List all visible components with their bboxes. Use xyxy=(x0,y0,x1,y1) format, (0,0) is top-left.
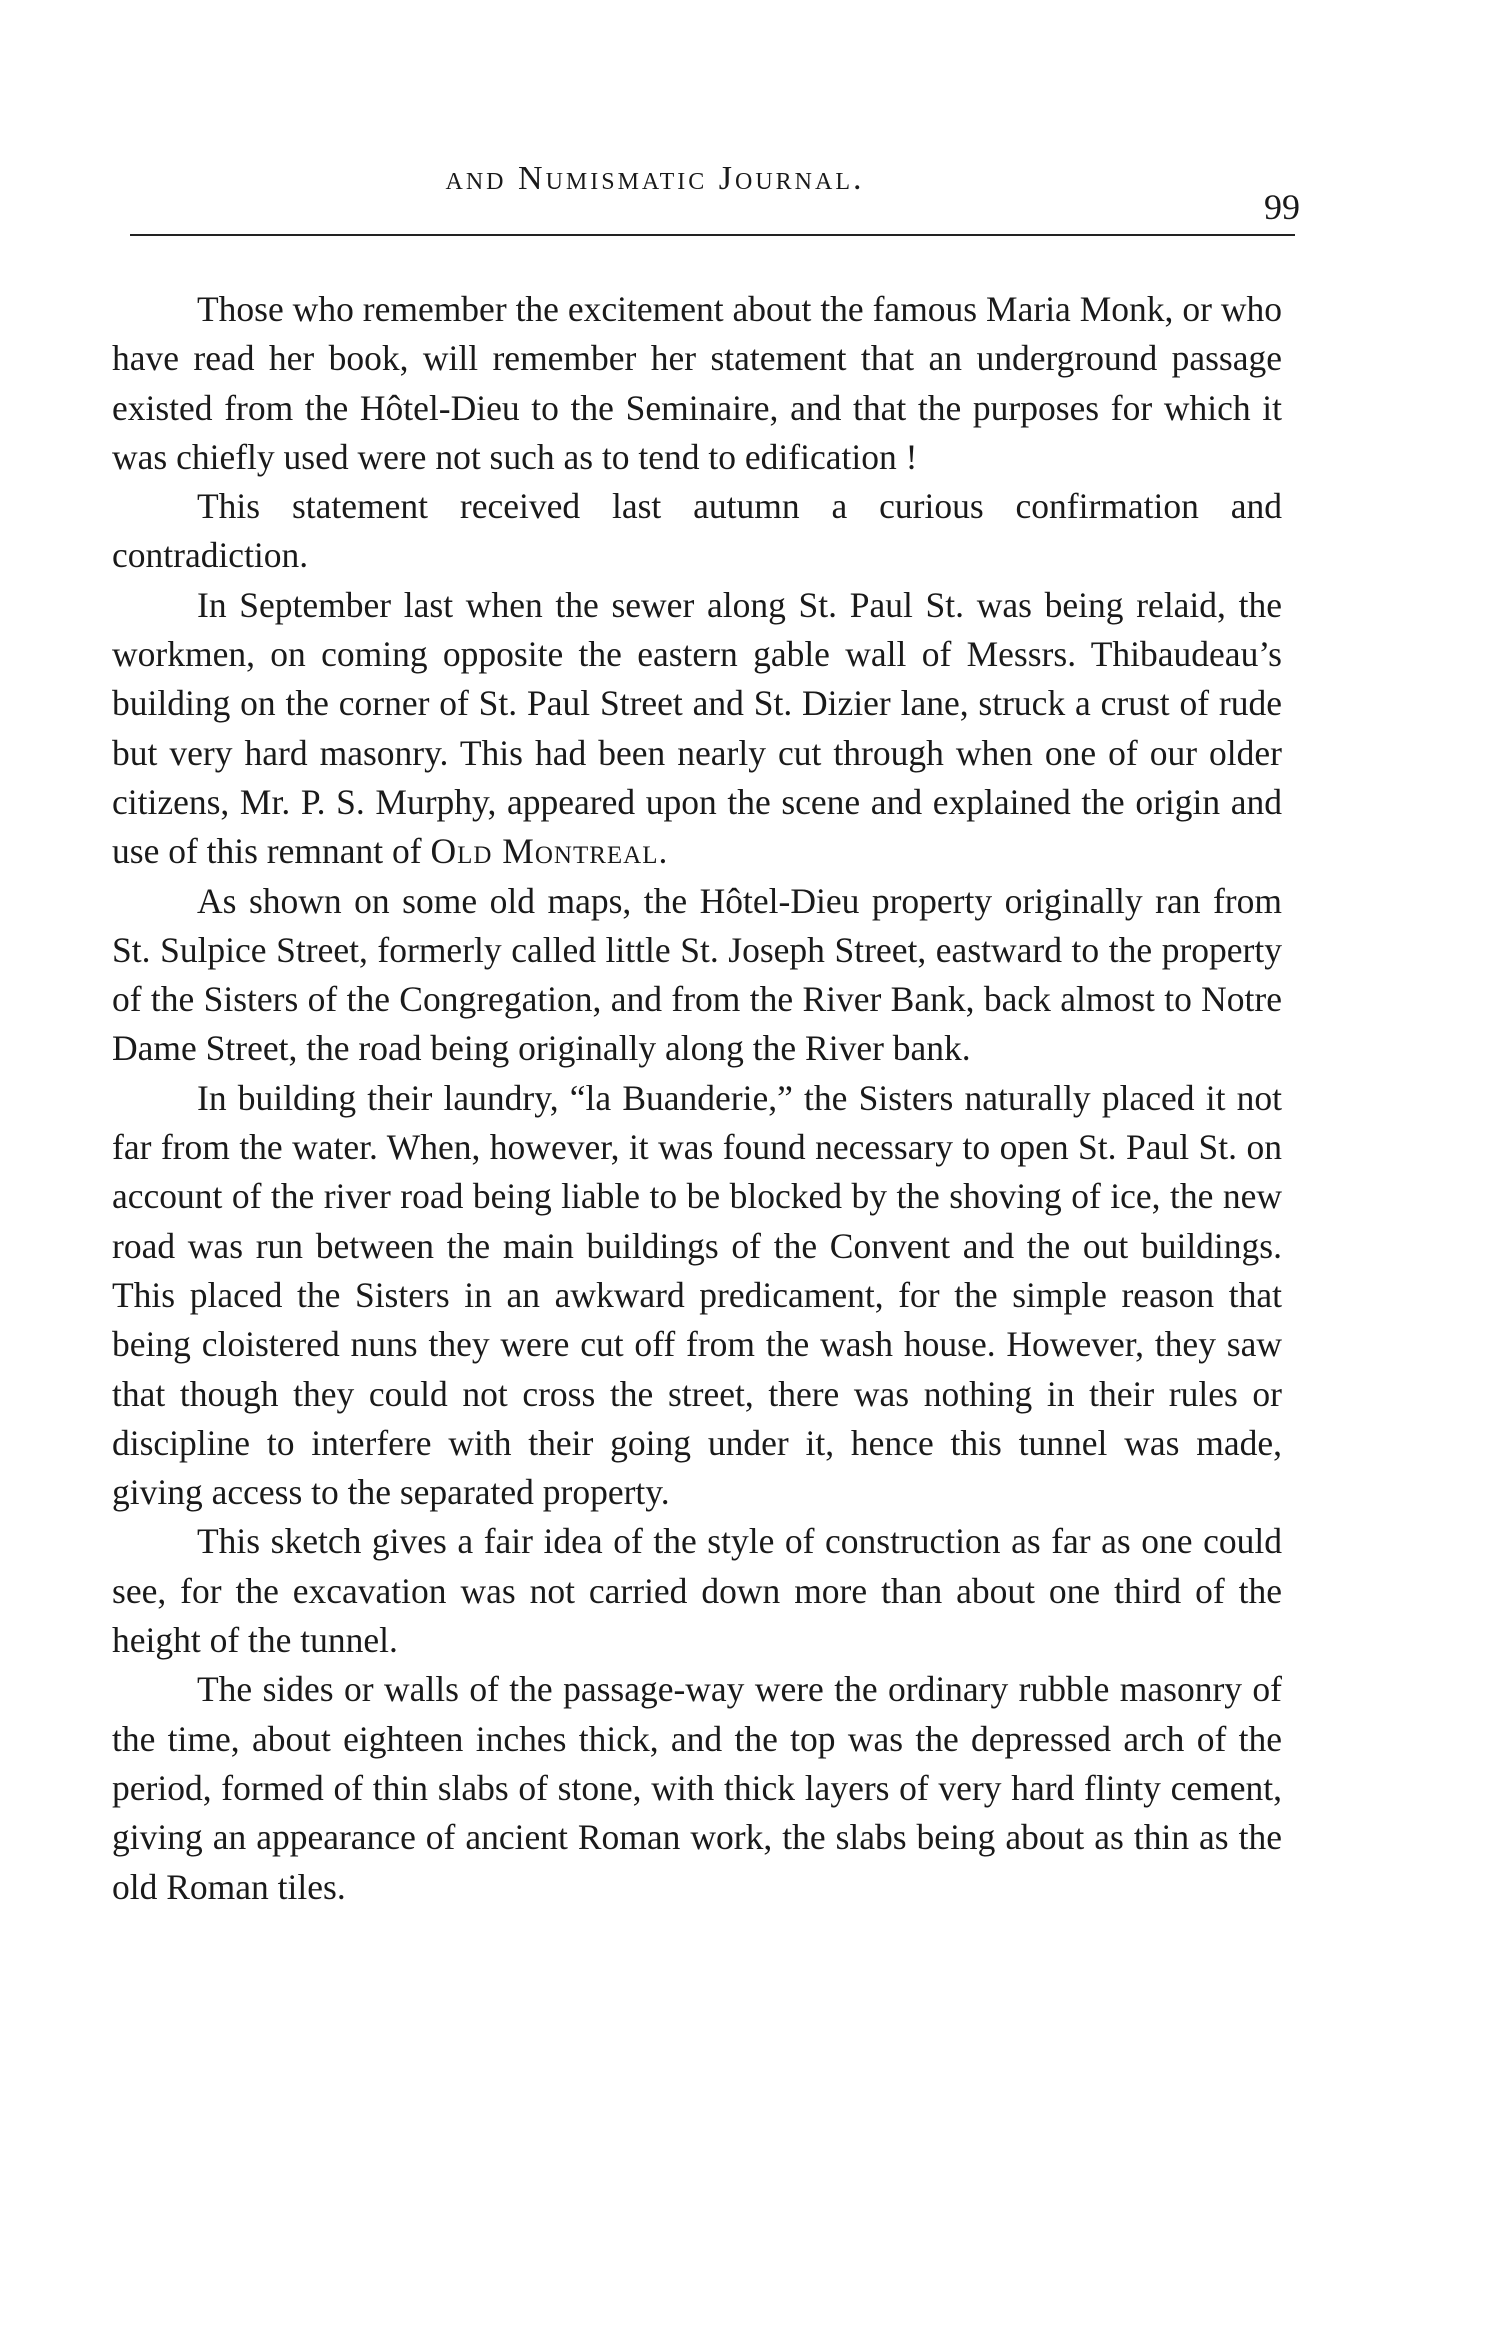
page-number: 99 xyxy=(1264,187,1300,227)
paragraph-text: In September last when the sewer along St. Paul St. was being relaid, the workmen, on coming opposite the eastern gable wall of Messrs. Thibaudeau’s building on the corner of St. Paul Street and St. Dizier lane, struck a crust of rude but very hard masonry. This had been nearly cut through when one of our older citizens, Mr. P. S. Murphy, appeared upon the scene and explained the origin and use of this remnant of xyxy=(112,584,1282,872)
paragraph-september xyxy=(112,581,1282,877)
paragraph-walls xyxy=(112,1665,1282,1911)
paragraph-laundry xyxy=(112,1074,1282,1518)
paragraph-sketch xyxy=(112,1517,1282,1665)
paragraph-text: This sketch gives a fair idea of the style of construction as far as one could see, for the excavation was not carried down more than about one third of the height of the tunnel. xyxy=(112,1521,1282,1661)
running-head xyxy=(140,160,1310,227)
header-rule xyxy=(130,234,1295,236)
running-title: and Numismatic Journal. xyxy=(445,160,865,197)
paragraph-maria-monk xyxy=(112,285,1282,482)
paragraph-text: In building their laundry, “la Buanderie,” the Sisters naturally placed it not far from the water. When, however, it was found necessary to open St. Paul St. on account of the river road being liable to be blocked by the shoving of ice, the new road was run between the main buildings of the Convent and the out buildings. This placed the Sisters in an awkward predicament, for the simple reason that being cloistered nuns they were cut off from the wash house. However, they saw that though they could not cross the street, there was nothing in their rules or discipline to interfere with their going under it, hence this tunnel was made, giving access to the separated property. xyxy=(112,1077,1282,1513)
paragraph-old-maps xyxy=(112,877,1282,1074)
paragraph-end-punctuation: . xyxy=(658,831,668,872)
old-montreal-smallcaps: Old Montreal xyxy=(430,831,659,872)
paragraph-statement xyxy=(112,482,1282,581)
body-text xyxy=(112,285,1282,1912)
paragraph-text: The sides or walls of the passage-way were the ordinary rubble masonry of the time, about eighteen inches thick, and the top was the depressed arch of the period, formed of thin slabs of stone, with thick layers of very hard flinty cement, giving an appearance of ancient Roman work, the slabs being about as thin as the old Roman tiles. xyxy=(112,1669,1282,1907)
paragraph-text: Those who remember the excitement about the famous Maria Monk, or who have read her book, will remember her statement that an underground passage existed from the Hôtel-Dieu to the Seminaire, and that the purposes for which it was chiefly used were not such as to tend to edification ! xyxy=(112,289,1282,477)
paragraph-text: This statement received last autumn a curious confirmation and contradiction. xyxy=(112,486,1282,576)
paragraph-text: As shown on some old maps, the Hôtel-Dieu property originally ran from St. Sulpice Street, formerly called little St. Joseph Street, eastward to the property of the Sisters of the Congregation, and from the River Bank, back almost to Notre Dame Street, the road being originally along the River bank. xyxy=(112,880,1282,1069)
